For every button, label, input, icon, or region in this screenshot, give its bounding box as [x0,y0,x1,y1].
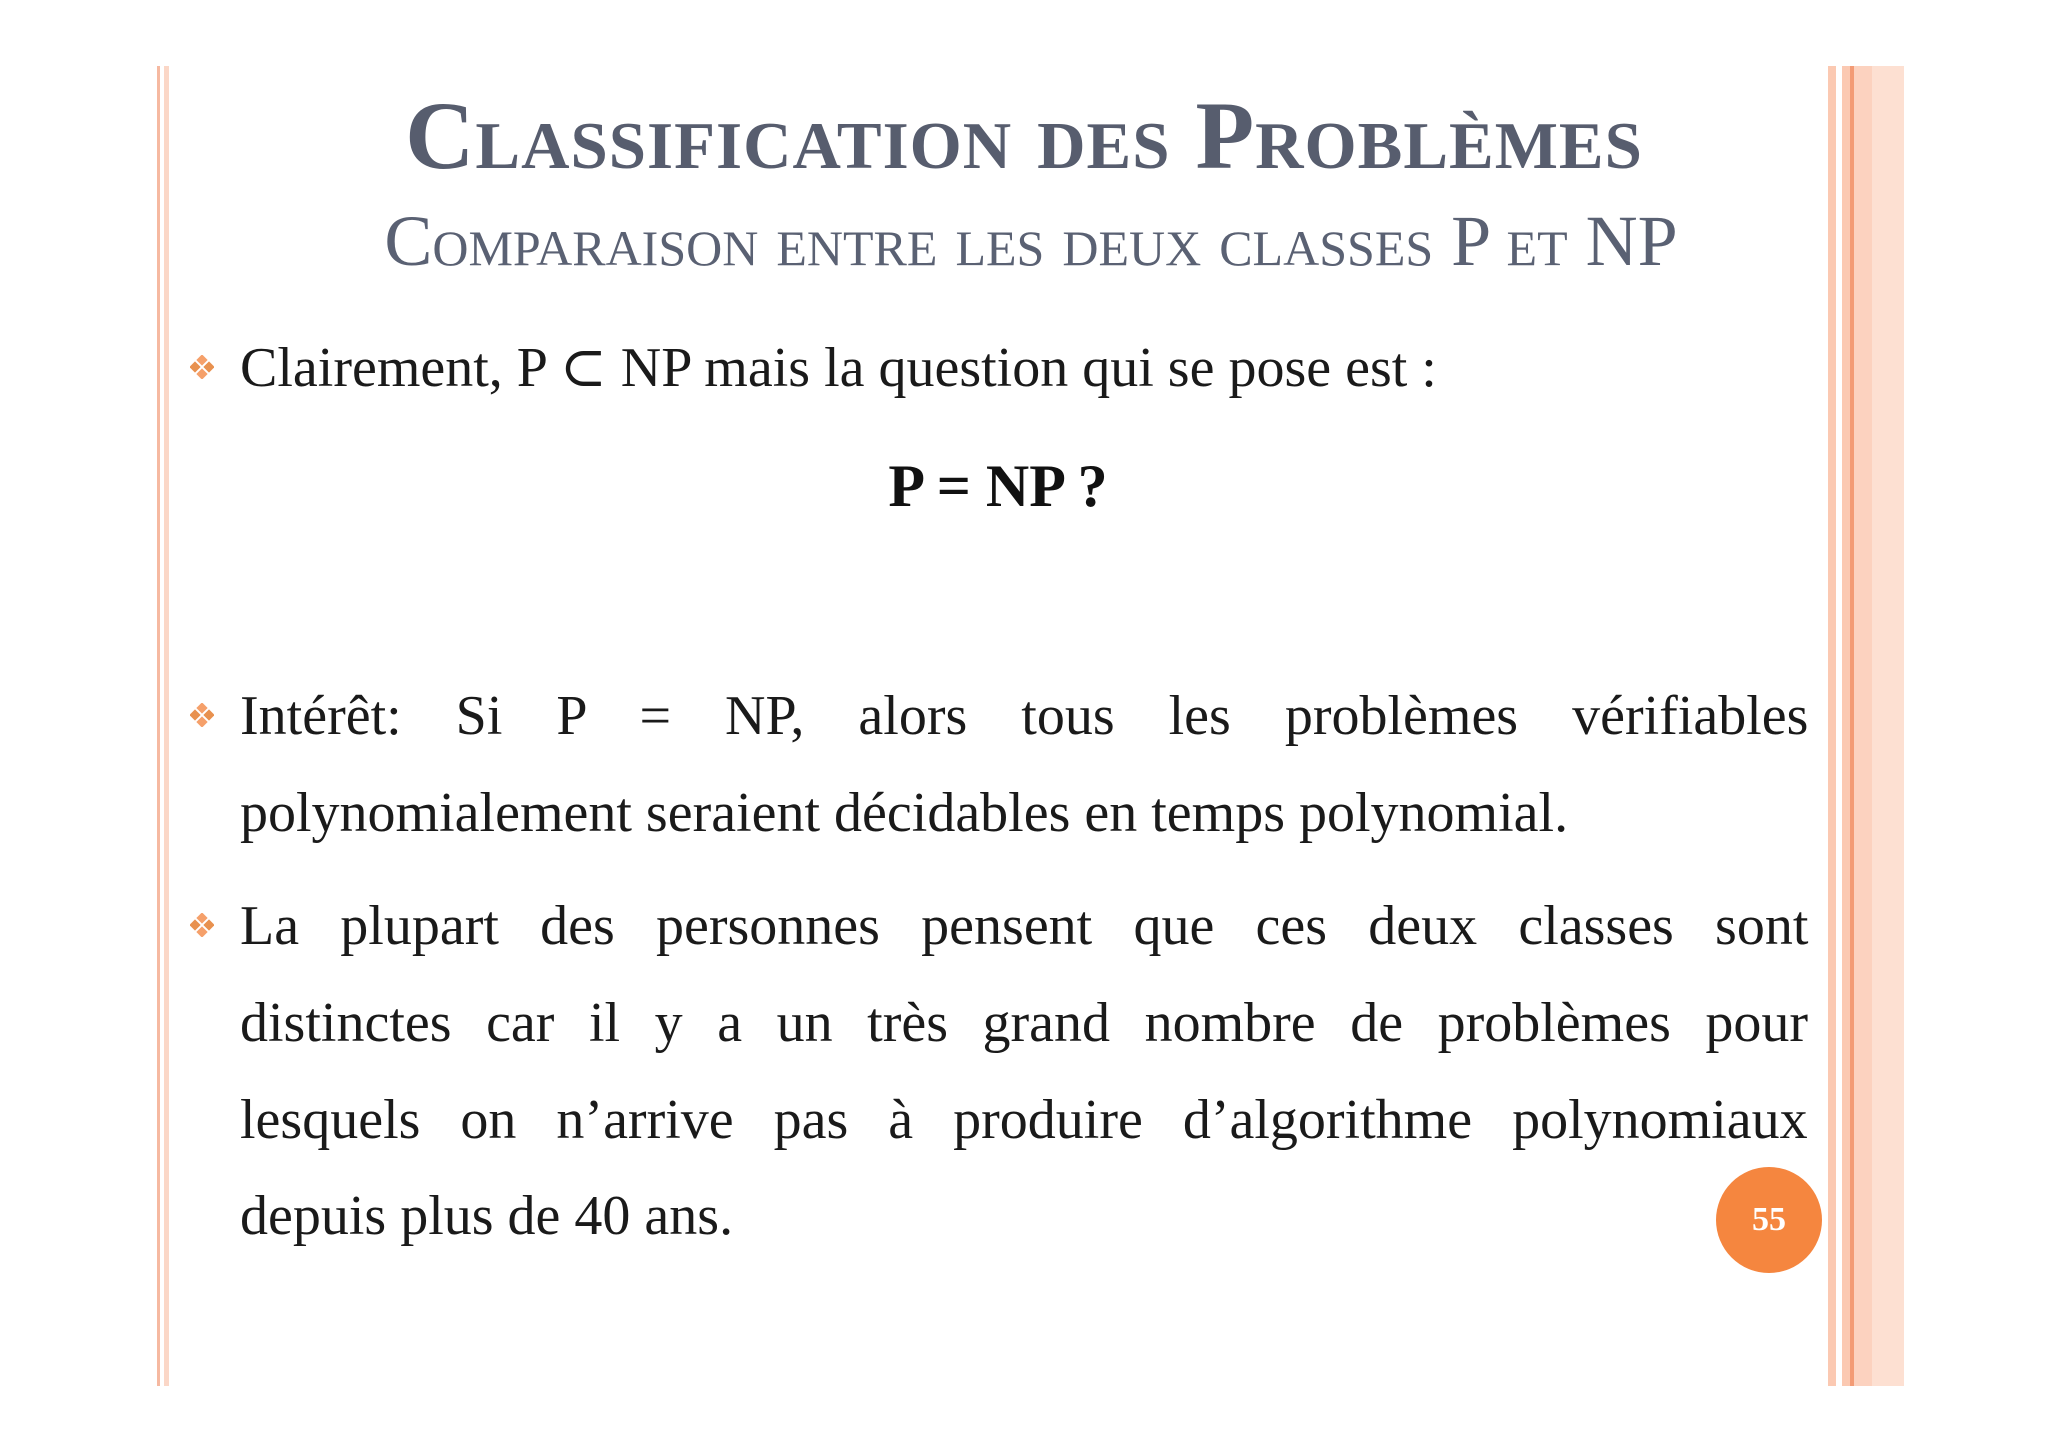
right-decorative-stripes [1828,66,1904,1386]
bullet-1-line-1: Clairement, P ⊂ NP mais la question qui se pose est : [240,337,1437,399]
slide-title: Classification des Problèmes [405,82,1643,189]
diamond-bullet-icon [190,355,214,379]
bullet-3-line-4: depuis plus de 40 ans. [240,1185,734,1247]
left-border-stripe [157,66,169,1386]
bullet-3-line-3: lesquels on n’arrive pas à produire d’algorithme polynomiaux [240,1089,1808,1151]
page-number: 55 [1752,1201,1786,1238]
bullet-3-line-2: distinctes car il y a un très grand nombre de problèmes pour [240,992,1809,1054]
slide-subtitle: Comparaison entre les deux classes P et NP [384,201,1678,281]
page-number-badge [1716,1167,1822,1273]
diamond-bullet-icon [190,703,214,727]
formula-p-equals-np: P = NP ? [888,453,1108,519]
bullet-2-line-2: polynomialement seraient décidables en temps polynomial. [240,782,1569,844]
bullet-2-line-1: Intérêt: Si P = NP, alors tous les problèmes vérifiables [240,685,1809,747]
diamond-bullet-icon [190,913,214,937]
bullet-3-line-1: La plupart des personnes pensent que ces deux classes sont [240,895,1809,957]
